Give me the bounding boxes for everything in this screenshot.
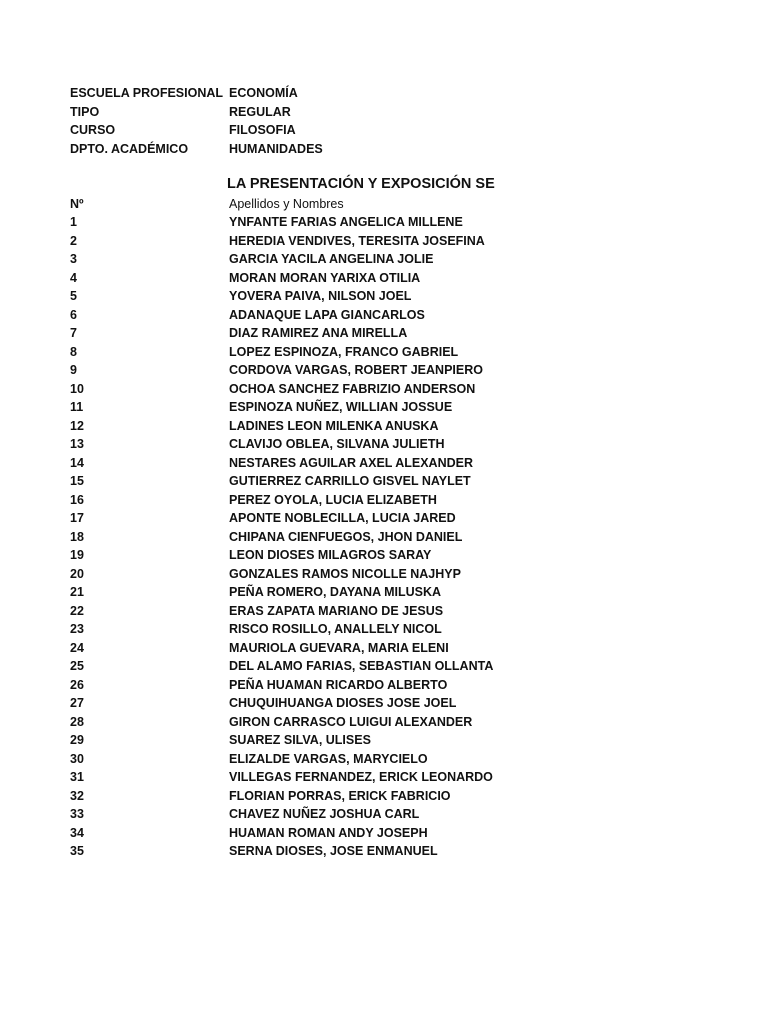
- student-row: [70, 472, 670, 491]
- student-name: RISCO ROSILLO, ANALLELY NICOL: [229, 622, 442, 636]
- student-row: [70, 546, 670, 565]
- column-header-names: Apellidos y Nombres: [229, 197, 344, 211]
- student-row: [70, 380, 670, 399]
- student-number: 20: [70, 566, 84, 581]
- student-row: [70, 731, 670, 750]
- student-name: MORAN MORAN YARIXA OTILIA: [229, 270, 421, 285]
- header-label-tipo: TIPO: [70, 105, 100, 119]
- student-name: FLORIAN PORRAS, ERICK FABRICIO: [229, 788, 451, 803]
- student-row: [70, 583, 670, 602]
- student-row: [70, 787, 670, 806]
- document-title: LA PRESENTACIÓN Y EXPOSICIÓN SE: [227, 176, 495, 192]
- student-name: YOVERA PAIVA, NILSON JOEL: [229, 289, 412, 303]
- student-name: CLAVIJO OBLEA, SILVANA JULIETH: [229, 437, 445, 451]
- student-row: [70, 509, 670, 528]
- student-name: SUAREZ SILVA, ULISES: [229, 733, 371, 747]
- student-name: SERNA DIOSES, JOSE ENMANUEL: [229, 844, 438, 858]
- student-row: [70, 435, 670, 454]
- student-number: 31: [70, 770, 84, 784]
- student-number: 12: [70, 418, 84, 433]
- student-name: CHIPANA CIENFUEGOS, JHON DANIEL: [229, 529, 463, 544]
- student-number: 32: [70, 788, 84, 803]
- student-name: GIRON CARRASCO LUIGUI ALEXANDER: [229, 714, 473, 729]
- student-row: [70, 676, 670, 695]
- student-name: PEÑA ROMERO, DAYANA MILUSKA: [229, 585, 442, 599]
- student-row: [70, 213, 670, 232]
- student-number: 21: [70, 585, 84, 599]
- student-row: [70, 768, 670, 787]
- student-name: YNFANTE FARIAS ANGELICA MILLENE: [229, 215, 463, 229]
- student-name: DEL ALAMO FARIAS, SEBASTIAN OLLANTA: [229, 659, 494, 673]
- student-row: [70, 842, 670, 861]
- student-name: DIAZ RAMIREZ ANA MIRELLA: [229, 326, 408, 340]
- student-name: APONTE NOBLECILLA, LUCIA JARED: [229, 511, 456, 525]
- student-number: 17: [70, 511, 84, 525]
- student-number: 14: [70, 455, 84, 470]
- student-number: 6: [70, 307, 77, 322]
- student-number: 13: [70, 437, 84, 451]
- student-name: OCHOA SANCHEZ FABRIZIO ANDERSON: [229, 381, 476, 396]
- student-number: 27: [70, 696, 84, 710]
- student-number: 3: [70, 252, 77, 266]
- student-number: 19: [70, 548, 84, 562]
- student-name: CORDOVA VARGAS, ROBERT JEANPIERO: [229, 363, 483, 377]
- student-name: GUTIERREZ CARRILLO GISVEL NAYLET: [229, 474, 471, 488]
- header-label-escuela: ESCUELA PROFESIONAL: [70, 86, 224, 100]
- student-row: [70, 343, 670, 362]
- student-row: [70, 324, 670, 343]
- header-label-curso: CURSO: [70, 123, 116, 137]
- header-row-dpto: [70, 140, 670, 158]
- student-name: PEREZ OYOLA, LUCIA ELIZABETH: [229, 492, 437, 507]
- student-row: [70, 528, 670, 547]
- student-number: 30: [70, 751, 84, 766]
- student-number: 2: [70, 233, 77, 248]
- student-number: 35: [70, 844, 84, 858]
- student-name: HUAMAN ROMAN ANDY JOSEPH: [229, 825, 428, 840]
- header-label-dpto: DPTO. ACADÉMICO: [70, 142, 189, 156]
- student-number: 16: [70, 492, 84, 507]
- student-number: 28: [70, 714, 84, 729]
- student-number: 11: [70, 400, 84, 414]
- student-name: GARCIA YACILA ANGELINA JOLIE: [229, 252, 434, 266]
- student-row: [70, 824, 670, 843]
- student-number: 34: [70, 825, 84, 840]
- student-name: MAURIOLA GUEVARA, MARIA ELENI: [229, 640, 449, 655]
- student-number: 29: [70, 733, 84, 747]
- header-row-tipo: [70, 103, 670, 121]
- student-number: 1: [70, 215, 77, 229]
- student-name: LADINES LEON MILENKA ANUSKA: [229, 418, 439, 433]
- header-value-escuela: ECONOMÍA: [229, 86, 298, 100]
- header-row-escuela: [70, 84, 670, 102]
- student-row: [70, 657, 670, 676]
- student-number: 25: [70, 659, 84, 673]
- student-row: [70, 639, 670, 658]
- student-number: 15: [70, 474, 84, 488]
- header-row-curso: [70, 121, 670, 139]
- header-value-curso: FILOSOFIA: [229, 123, 296, 137]
- student-row: [70, 417, 670, 436]
- student-row: [70, 713, 670, 732]
- student-name: CHUQUIHUANGA DIOSES JOSE JOEL: [229, 696, 457, 710]
- student-row: [70, 620, 670, 639]
- student-number: 10: [70, 381, 84, 396]
- header-value-tipo: REGULAR: [229, 105, 291, 119]
- student-number: 22: [70, 603, 84, 618]
- student-row: [70, 454, 670, 473]
- student-row: [70, 805, 670, 824]
- student-row: [70, 250, 670, 269]
- student-number: 26: [70, 677, 84, 692]
- student-row: [70, 565, 670, 584]
- student-name: HEREDIA VENDIVES, TERESITA JOSEFINA: [229, 233, 485, 248]
- student-row: [70, 287, 670, 306]
- student-number: 5: [70, 289, 77, 303]
- student-number: 23: [70, 622, 84, 636]
- student-row: [70, 306, 670, 325]
- column-header-number: Nº: [70, 197, 84, 211]
- student-row: [70, 361, 670, 380]
- student-number: 7: [70, 326, 77, 340]
- student-name: LEON DIOSES MILAGROS SARAY: [229, 548, 432, 562]
- student-number: 4: [70, 270, 77, 285]
- student-number: 33: [70, 807, 84, 821]
- header-value-dpto: HUMANIDADES: [229, 142, 323, 156]
- student-name: LOPEZ ESPINOZA, FRANCO GABRIEL: [229, 344, 459, 359]
- student-name: GONZALES RAMOS NICOLLE NAJHYP: [229, 566, 461, 581]
- student-name: PEÑA HUAMAN RICARDO ALBERTO: [229, 677, 448, 692]
- student-name: ERAS ZAPATA MARIANO DE JESUS: [229, 603, 444, 618]
- student-row: [70, 491, 670, 510]
- student-row: [70, 269, 670, 288]
- student-row: [70, 232, 670, 251]
- student-row: [70, 398, 670, 417]
- student-number: 18: [70, 529, 84, 544]
- student-number: 24: [70, 640, 84, 655]
- student-number: 9: [70, 363, 77, 377]
- student-row: [70, 750, 670, 769]
- student-row: [70, 602, 670, 621]
- student-row: [70, 694, 670, 713]
- student-name: CHAVEZ NUÑEZ JOSHUA CARL: [229, 807, 420, 821]
- student-list: [70, 213, 670, 861]
- student-name: ELIZALDE VARGAS, MARYCIELO: [229, 751, 428, 766]
- student-name: NESTARES AGUILAR AXEL ALEXANDER: [229, 455, 474, 470]
- student-number: 8: [70, 344, 77, 359]
- student-name: VILLEGAS FERNANDEZ, ERICK LEONARDO: [229, 770, 493, 784]
- student-name: ESPINOZA NUÑEZ, WILLIAN JOSSUE: [229, 400, 453, 414]
- student-name: ADANAQUE LAPA GIANCARLOS: [229, 307, 425, 322]
